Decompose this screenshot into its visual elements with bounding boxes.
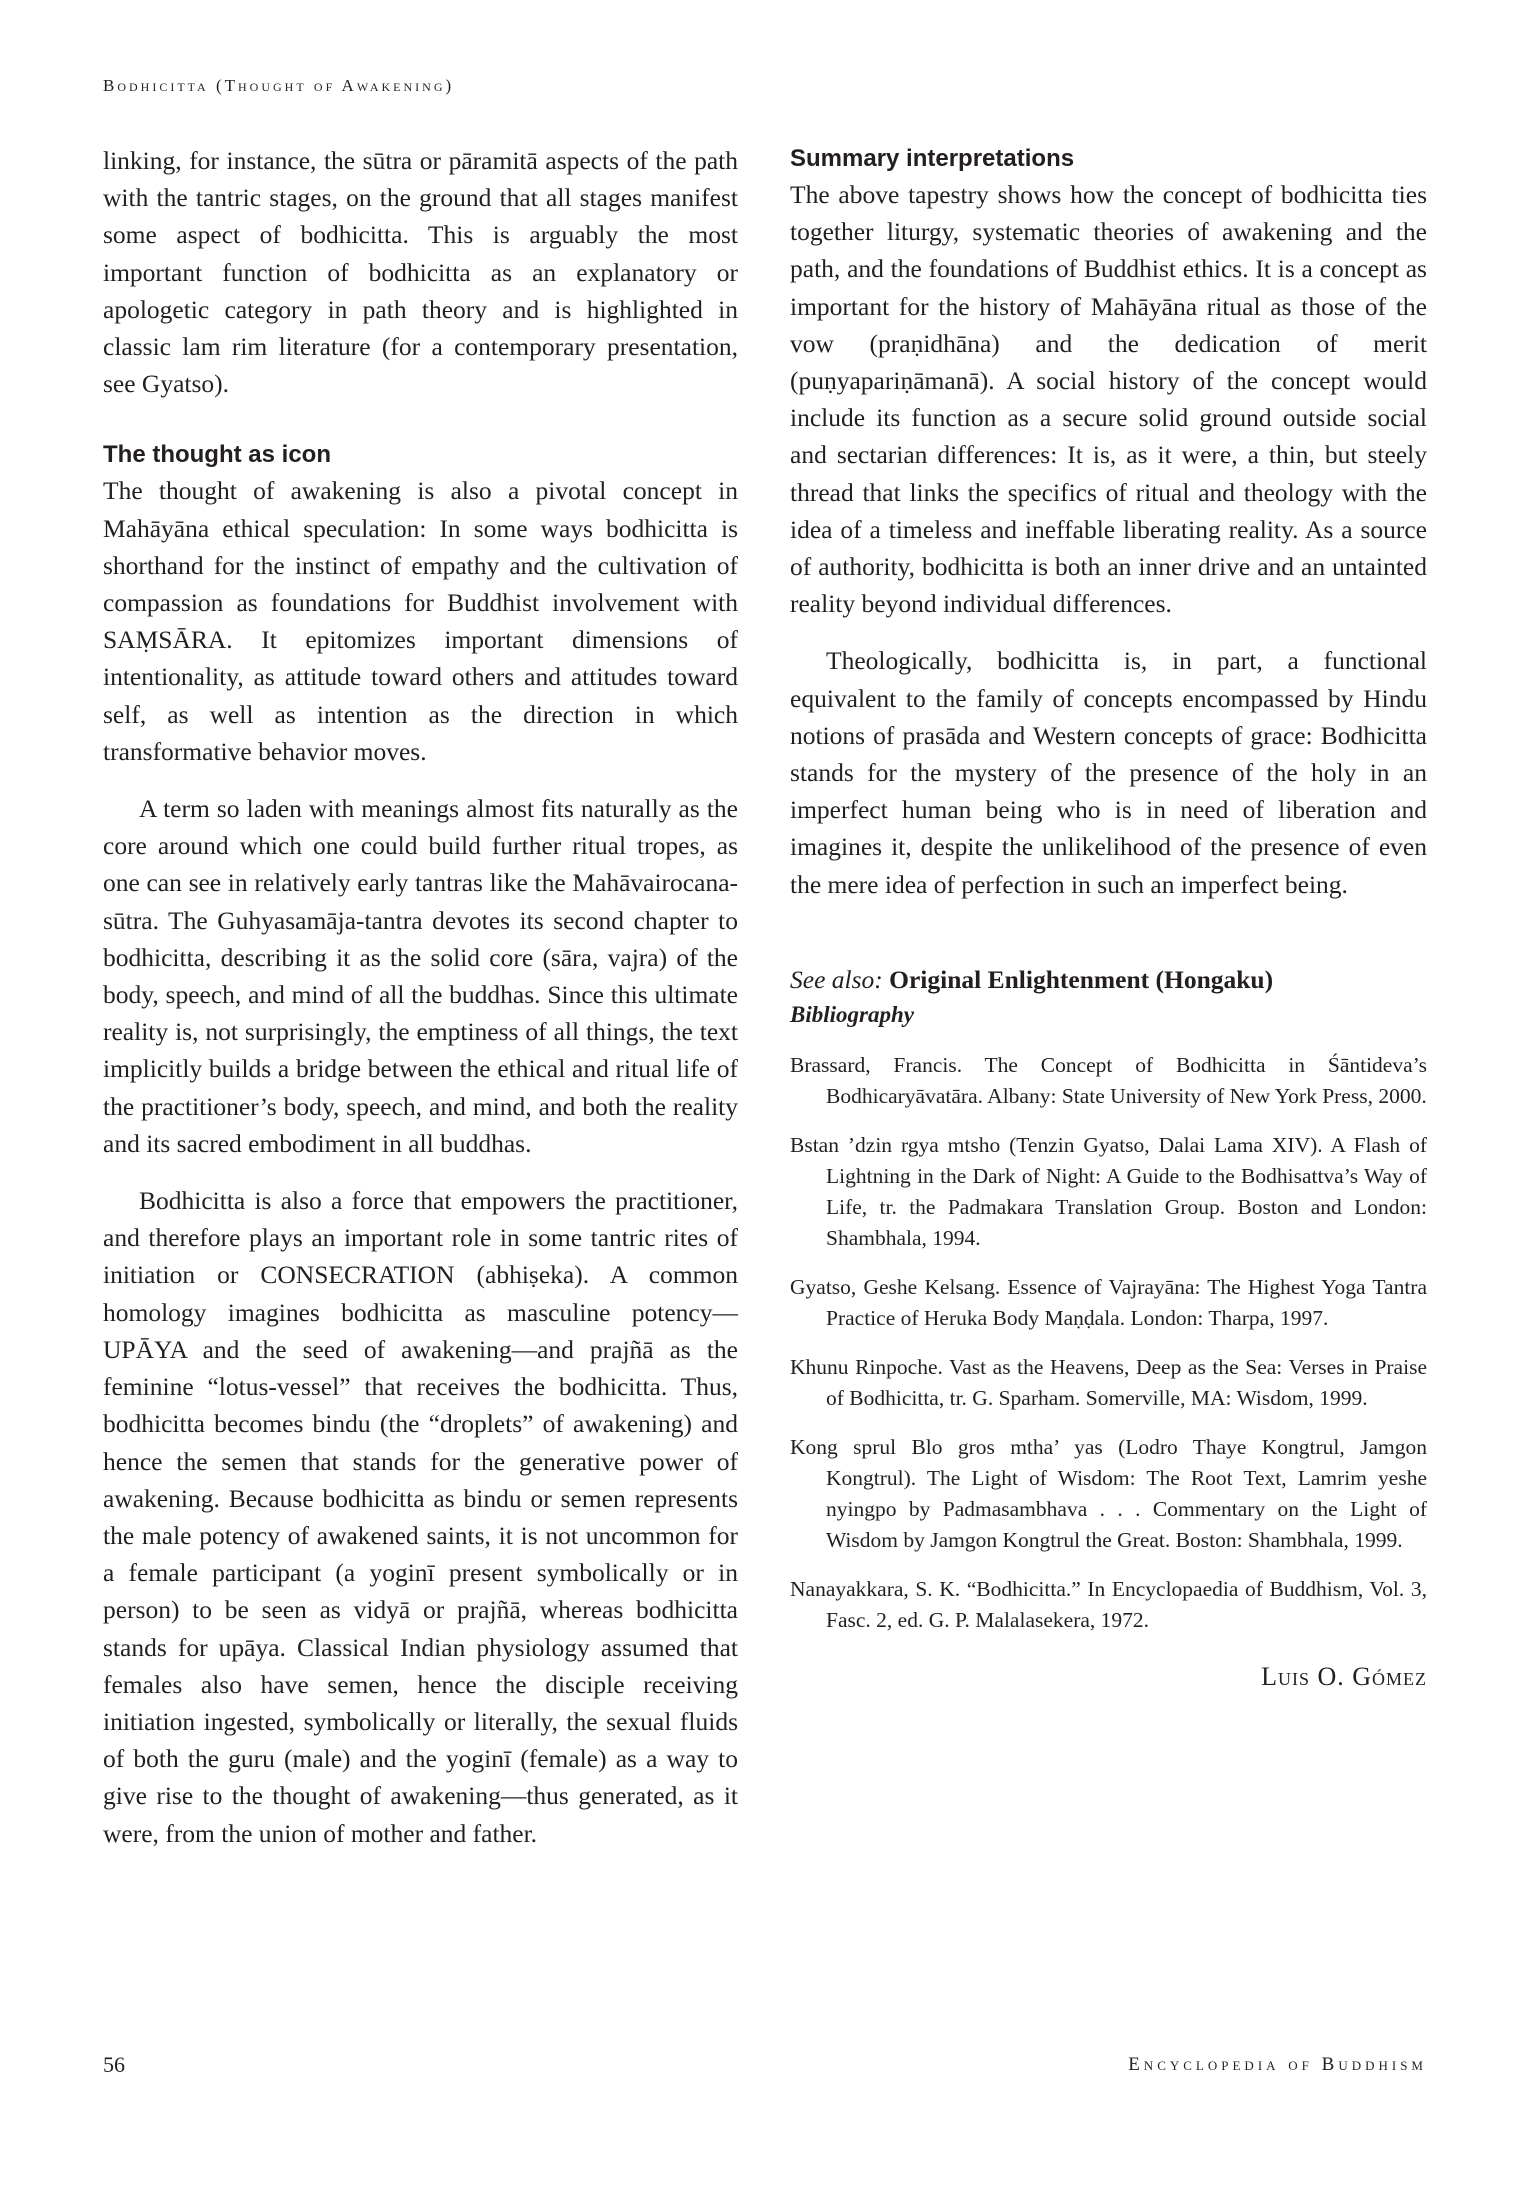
author-signature: Luis O. Gómez	[1261, 1662, 1427, 1692]
see-also-link[interactable]: Original Enlightenment (Hongaku)	[889, 964, 1274, 994]
right-column	[790, 142, 1427, 1695]
bibliography-entry: Kong sprul Blo gros mtha’ yas (Lodro Thaye Kongtrul, Jamgon Kongtrul). The Light of Wisdom: The Root Text, Lamrim yeshe nyingpo by Padmasambhava . . . Commentary on the Light of Wisdom by Jamgon Kongtrul the Great. Boston: Shambhala, 1999.	[790, 1435, 1427, 1553]
bibliography-entry: Khunu Rinpoche. Vast as the Heavens, Deep as the Sea: Verses in Praise of Bodhicitta, tr. G. Sparham. Somerville, MA: Wisdom, 1999.	[790, 1355, 1427, 1411]
paragraph: A term so laden with meanings almost fits naturally as the core around which one could build further ritual tropes, as one can see in relatively early tantras like the Mahāvairocana-sūtra. The Guhyasamāja-tantra devotes its second chapter to bodhicitta, describing it as the solid core (sāra, vajra) of the body, speech, and mind of all the buddhas. Since this ultimate reality is, not surprisingly, the emptiness of all things, the text implicitly builds a bridge between the ethical and ritual life of the practitioner’s body, speech, and mind, and both the reality and its sacred embodiment in all buddhas.	[103, 794, 738, 1158]
paragraph: Theologically, bodhicitta is, in part, a functional equivalent to the family of concepts encompassed by Hindu notions of prasāda and Western concepts of grace: Bodhicitta stands for the mystery of the presence of the holy in an imperfect human being who is in need of liberation and imagines it, despite the unlikelihood of the presence of even the mere idea of perfection in such an imperfect being.	[790, 646, 1427, 899]
see-also-label: See also:	[790, 964, 883, 994]
bibliography-entry: Nanayakkara, S. K. “Bodhicitta.” In Encyclopaedia of Buddhism, Vol. 3, Fasc. 2, ed. G. P. Malalasekera, 1972.	[790, 1577, 1427, 1633]
bibliography-entry: Bstan ’dzin rgya mtsho (Tenzin Gyatso, Dalai Lama XIV). A Flash of Lightning in the Dark of Night: A Guide to the Bodhisattva’s Way of Life, tr. the Padmakara Translation Group. Boston and London: Shambhala, 1994.	[790, 1133, 1427, 1251]
paragraph: The thought of awakening is also a pivotal concept in Mahāyāna ethical speculation: In some ways bodhicitta is shorthand for the instinct of empathy and the cultivation of compassion as foundations for Buddhist involvement with SAṂSĀRA. It epitomizes important dimensions of intentionality, as attitude toward others and attitudes toward self, as well as intention as the direction in which transformative behavior moves.	[103, 476, 738, 766]
paragraph: linking, for instance, the sūtra or pāramitā aspects of the path with the tantric stages, on the ground that all stages manifest some aspect of bodhicitta. This is arguably the most important function of bodhicitta as an explanatory or apologetic category in path theory and is highlighted in classic lam rim literature (for a contemporary presentation, see Gyatso).	[103, 146, 738, 399]
section-heading-thought-as-icon: The thought as icon	[103, 441, 331, 469]
paragraph: Bodhicitta is also a force that empowers the practitioner, and therefore plays an important role in some tantric rites of initiation or CONSECRATION (abhiṣeka). A common homology imagines bodhicitta as masculine potency—UPĀYA and the seed of awakening—and prajñā as the feminine “lotus-vessel” that receives the bodhicitta. Thus, bodhicitta becomes bindu (the “droplets” of awakening) and hence the semen that stands for the generative power of awakening. Because bodhicitta as bindu or semen represents the male potency of awakened saints, it is not uncommon for a female participant (a yoginī present symbolically or in person) to be seen as vidyā or prajñā, whereas bodhicitta stands for upāya. Classical Indian physiology assumed that females also have semen, hence the disciple receiving initiation ingested, symbolically or literally, the sexual fluids of both the guru (male) and the yoginī (female) as a way to give rise to the thought of awakening—thus generated, as it were, from the union of mother and father.	[103, 1186, 738, 1848]
page-number: 56	[103, 2052, 125, 2077]
bibliography-entry: Brassard, Francis. The Concept of Bodhicitta in Śāntideva’s Bodhicaryāvatāra. Albany: State University of New York Press, 2000.	[790, 1053, 1427, 1109]
section-heading-summary: Summary interpretations	[790, 145, 1075, 172]
bibliography-heading: Bibliography	[790, 1002, 914, 1028]
left-column	[103, 142, 738, 1852]
running-foot: Encyclopedia of Buddhism	[1128, 2054, 1427, 2075]
running-head: Bodhicitta (Thought of Awakening)	[103, 76, 455, 95]
paragraph: The above tapestry shows how the concept of bodhicitta ties together liturgy, systematic theories of awakening and the path, and the foundations of Buddhist ethics. It is a concept as important for the history of Mahāyāna ritual as those of the vow (praṇidhāna) and the dedication of merit (puṇyapariṇāmanā). A social history of the concept would include its function as a secure solid ground outside social and sectarian differences: It is, as it were, a thin, but steely thread that links the specifics of ritual and theology with the idea of a timeless and ineffable liberating reality. As a source of authority, bodhicitta is both an inner drive and an untainted reality beyond individual differences.	[790, 180, 1427, 619]
see-also	[790, 961, 1427, 998]
bibliography-entry: Gyatso, Geshe Kelsang. Essence of Vajrayāna: The Highest Yoga Tantra Practice of Heruka Body Maṇḍala. London: Tharpa, 1997.	[790, 1275, 1427, 1331]
